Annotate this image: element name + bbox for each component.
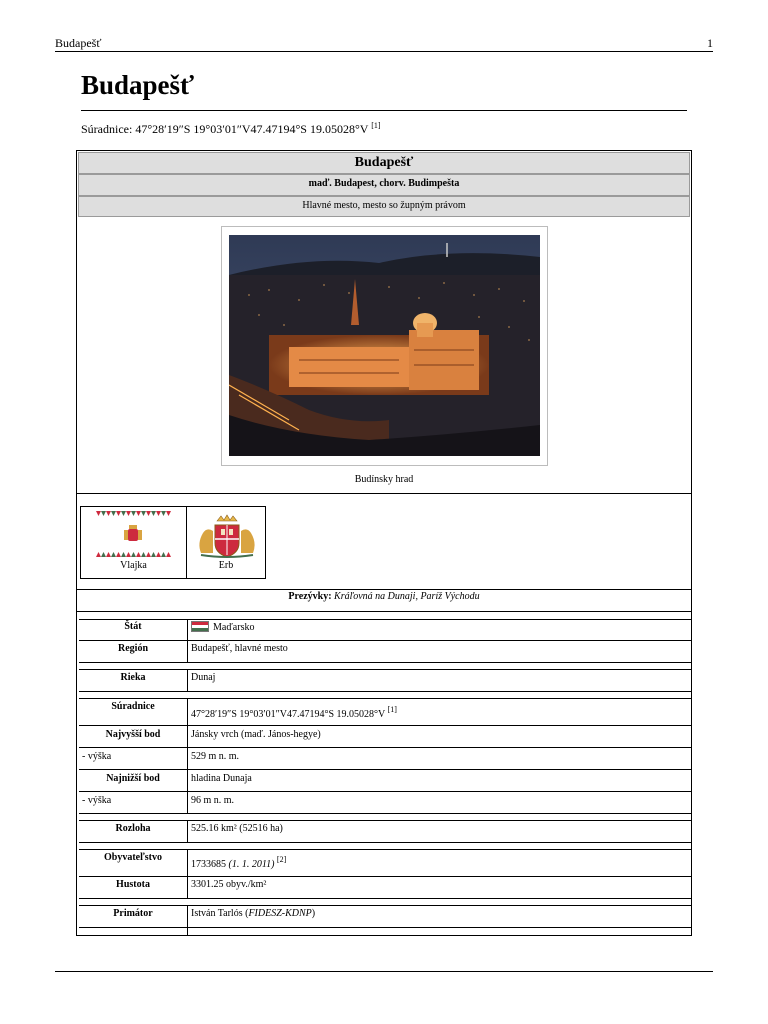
mayor-name-link[interactable]: István Tarlós bbox=[191, 908, 243, 919]
table-rule bbox=[79, 691, 691, 692]
table-rule bbox=[79, 619, 691, 620]
table-rule bbox=[79, 769, 691, 770]
coordinates-label: Súradnice bbox=[111, 701, 155, 712]
table-rule bbox=[79, 876, 691, 877]
state-label: Štát bbox=[124, 621, 142, 632]
table-column-divider bbox=[187, 905, 188, 935]
flag-label: Vlajka bbox=[120, 560, 147, 571]
river-label: Rieka bbox=[120, 672, 146, 683]
city-symbols bbox=[80, 506, 266, 579]
table-rule bbox=[79, 662, 691, 663]
population-reference-link[interactable]: [2] bbox=[276, 855, 287, 864]
page-header bbox=[55, 36, 713, 52]
lowest-altitude-label: - výška bbox=[82, 795, 112, 806]
buda-castle-photo[interactable] bbox=[229, 235, 540, 456]
lowest-point-value: hladina Dunaja bbox=[191, 773, 252, 784]
mayor-value: István Tarlós (FIDESZ-KDNP) bbox=[191, 908, 316, 919]
infobox-city-type: Hlavné mesto, mesto so župným právom bbox=[78, 196, 690, 217]
city-photo-frame bbox=[221, 226, 548, 466]
region-link[interactable]: Budapešť, hlavné mesto bbox=[191, 643, 288, 654]
footer-divider bbox=[55, 971, 713, 972]
nicknames-label: Prezývky: bbox=[288, 591, 332, 602]
coordinates-line bbox=[81, 121, 381, 137]
population-date: (1. 1. 2011) bbox=[228, 859, 275, 870]
river-link[interactable]: Dunaj bbox=[191, 672, 216, 683]
table-column-divider bbox=[187, 640, 188, 662]
infobox-title: Budapešť bbox=[78, 152, 690, 174]
nicknames-value: Kráľovná na Dunaji, Paríž Východu bbox=[334, 591, 480, 602]
infobox bbox=[76, 150, 692, 936]
population-label: Obyvateľstvo bbox=[103, 852, 163, 863]
infobox-native-names: maď. Budapest, chorv. Budimpešta bbox=[78, 174, 690, 196]
section-divider bbox=[77, 493, 691, 494]
population-value bbox=[191, 855, 286, 870]
section-divider bbox=[77, 589, 691, 590]
table-rule bbox=[79, 747, 691, 748]
table-rule bbox=[79, 725, 691, 726]
title-divider bbox=[81, 110, 687, 111]
table-rule bbox=[79, 849, 691, 850]
density-label: Hustota bbox=[116, 879, 150, 890]
table-rule bbox=[79, 698, 691, 699]
table-rule bbox=[79, 927, 691, 928]
table-rule bbox=[79, 640, 691, 641]
table-rule bbox=[79, 791, 691, 792]
lowest-point-label: Najnižší bod bbox=[106, 773, 160, 784]
highest-altitude-label: - výška bbox=[82, 751, 112, 762]
area-value: 525.16 km² (52516 ha) bbox=[191, 823, 283, 834]
table-rule bbox=[79, 898, 691, 899]
highest-altitude-value: 529 m n. m. bbox=[191, 751, 240, 762]
table-rule bbox=[79, 842, 691, 843]
coordinates-text: Súradnice: 47°28′19″S 19°03′01″V47.47194°S 19.05028°V bbox=[81, 122, 369, 136]
nicknames-row bbox=[77, 591, 691, 602]
state-link[interactable]: Maďarsko bbox=[213, 622, 255, 633]
mayor-party-link[interactable]: FIDESZ-KDNP bbox=[248, 908, 312, 919]
section-divider bbox=[77, 611, 691, 612]
highest-point-label: Najvyšší bod bbox=[105, 729, 161, 740]
population-number: 1733685 bbox=[191, 859, 226, 870]
table-rule bbox=[79, 813, 691, 814]
table-column-divider bbox=[187, 820, 188, 842]
mayor-label: Primátor bbox=[113, 908, 153, 919]
table-rule bbox=[79, 905, 691, 906]
coordinates-value bbox=[191, 705, 397, 720]
coordinates-link[interactable]: 47°28′19″S 19°03′01″V47.47194°S 19.05028°V bbox=[191, 709, 386, 720]
hungary-flag-icon bbox=[191, 621, 209, 632]
coordinates-reference-link[interactable]: [1] bbox=[371, 121, 381, 130]
coat-of-arms-icon[interactable] bbox=[195, 513, 259, 559]
table-rule bbox=[79, 669, 691, 670]
article-title: Budapešť bbox=[81, 70, 195, 100]
table-rule bbox=[79, 820, 691, 821]
region-label: Región bbox=[118, 643, 148, 654]
photo-caption: Budínsky hrad bbox=[354, 474, 414, 485]
lowest-altitude-value: 96 m n. m. bbox=[191, 795, 235, 806]
table-column-divider bbox=[187, 849, 188, 898]
density-value: 3301.25 obyv./km² bbox=[191, 879, 267, 890]
table-column-divider bbox=[187, 669, 188, 691]
area-label: Rozloha bbox=[115, 823, 151, 834]
table-column-divider bbox=[187, 619, 188, 640]
budapest-flag-icon[interactable] bbox=[93, 509, 173, 559]
coat-of-arms-label: Erb bbox=[218, 560, 234, 571]
state-value bbox=[191, 621, 254, 633]
running-title: Budapešť bbox=[55, 36, 102, 50]
coordinates-reference-link[interactable]: [1] bbox=[387, 705, 397, 714]
highest-point-value: Jánsky vrch (maď. János-hegye) bbox=[191, 729, 321, 740]
page-number: 1 bbox=[707, 36, 713, 50]
